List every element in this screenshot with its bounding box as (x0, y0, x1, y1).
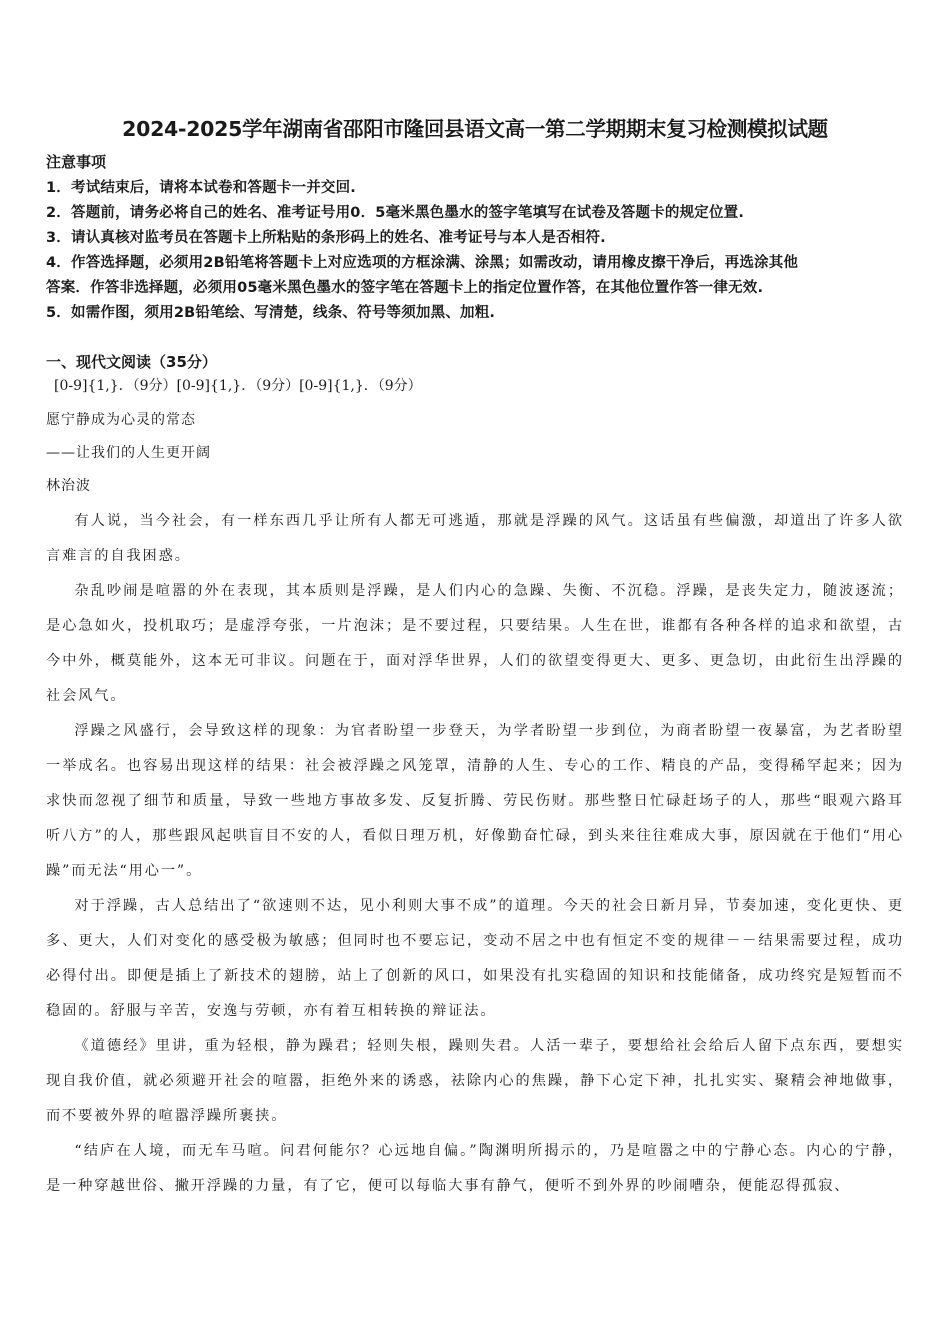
notice-heading: 注意事项 (46, 153, 107, 171)
paragraph: 有人说，当今社会，有一样东西几乎让所有人都无可逃遁，那就是浮躁的风气。这话虽有些偏激，却道出了许多人欲言难言的自我困惑。 (46, 513, 904, 564)
article-subtitle: ——让我们的人生更开阔 (46, 445, 211, 461)
paragraph: “结庐在人境，而无车马喧。问君何能尔？心远地自偏。”陶渊明所揭示的，乃是喧嚣之中的宁静心态。内心的宁静，是一种穿越世俗、撇开浮躁的力量，有了它，便可以每临大事有静气，便听不到外界的吵闹嘈杂，便能忍得孤寂、 (46, 1143, 904, 1194)
paragraph: 对于浮躁，古人总结出了“欲速则不达，见小利则大事不成”的道理。今天的社会日新月异，节奏加速，变化更快、更多、更大，人们对变化的感受极为敏感；但同时也不要忘记，变动不居之中也有恒定不变的规律－－结果需要过程，成功必得付出。即便是插上了新技术的翅膀，站上了创新的风口，如果没有扎实稳固的知识和技能储备，成功终究是短暂而不稳固的。舒服与辛苦，安逸与劳顿，亦有着互相转换的辩证法。 (46, 898, 904, 1019)
notice-line-3: 3．请认真核对监考员在答题卡上所粘贴的条形码上的姓名、准考证号与本人是否相符. (46, 230, 606, 246)
notice-line-5: 5．如需作图，须用2B铅笔绘、写清楚，线条、符号等须加黑、加粗. (46, 305, 496, 321)
notice-line-4-cont: 答案．作答非选择题，必须用05毫米黑色墨水的签字笔在答题卡上的指定位置作答，在其他位置作答一律无效. (46, 280, 764, 296)
notice-line-4: 4．作答选择题，必须用2B铅笔将答题卡上对应选项的方框涂满、涂黑；如需改动，请用橡皮擦干净后，再选涂其他 (46, 255, 799, 271)
notice-line-2: 2．答题前，请务必将自己的姓名、准考证号用0．5毫米黑色墨水的签字笔填写在试卷及答题卡的规定位置. (46, 205, 745, 221)
section-heading: 一、现代文阅读（35分） (46, 353, 217, 371)
exam-title: 2024-2025学年湖南省邵阳市隆回县语文高一第二学期期末复习检测模拟试题 (122, 117, 828, 141)
question-score-line: [0-9]{1,}．（9分）[0-9]{1,}．（9分）[0-9]{1,}．（9分） (54, 378, 422, 394)
paragraph: 浮躁之风盛行，会导致这样的现象：为官者盼望一步登天，为学者盼望一步到位，为商者盼望一夜暴富，为艺者盼望一举成名。也容易出现这样的结果：社会被浮躁之风笼罩，清静的人生、专心的工作、精良的产品，变得稀罕起来；因为求快而忽视了细节和质量，导致一些地方事故多发、反复折腾、劳民伤财。那些整日忙碌赶场子的人，那些“眼观六路耳听八方”的人，那些跟风起哄盲目不安的人，看似日理万机，好像勤奋忙碌，到头来往往难成大事，原因就在于他们“用心躁”而无法“用心一”。 (46, 723, 904, 879)
paragraph: 《道德经》里讲，重为轻根，静为躁君；轻则失根，躁则失君。人活一辈子，要想给社会给后人留下点东西，要想实现自我价值，就必须避开社会的喧嚣，拒绝外来的诱惑，祛除内心的焦躁，静下心定下神，扎扎实实、聚精会神地做事，而不要被外界的喧嚣浮躁所裹挟。 (46, 1038, 904, 1124)
article-title: 愿宁静成为心灵的常态 (46, 412, 196, 428)
article-author: 林治波 (46, 478, 91, 494)
article-body (46, 504, 904, 1204)
notice-line-1: 1．考试结束后，请将本试卷和答题卡一并交回. (46, 180, 356, 196)
paragraph: 杂乱吵闹是喧嚣的外在表现，其本质则是浮躁，是人们内心的急躁、失衡、不沉稳。浮躁，是丧失定力，随波逐流；是心急如火，投机取巧；是虚浮夸张，一片泡沫；是不要过程，只要结果。人生在世，谁都有各种各样的追求和欲望，古今中外，概莫能外，这本无可非议。问题在于，面对浮华世界，人们的欲望变得更大、更多、更急切，由此衍生出浮躁的社会风气。 (46, 583, 904, 704)
